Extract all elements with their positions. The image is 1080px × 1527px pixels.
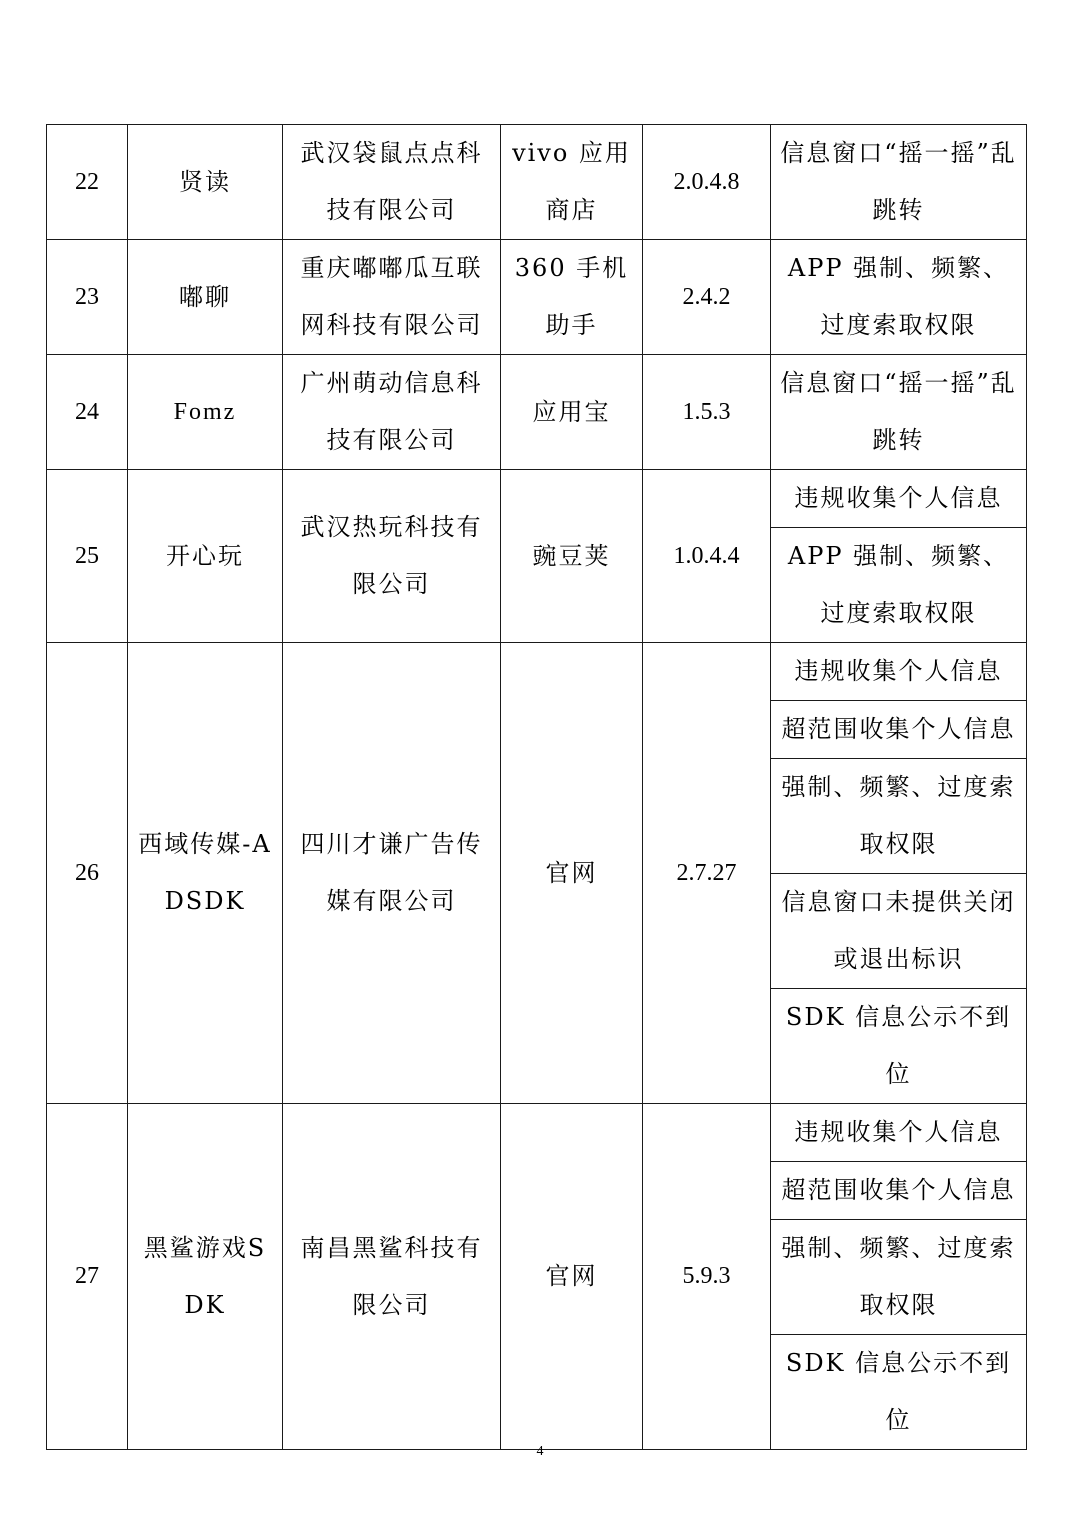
app-name: 开心玩 [128,470,283,643]
app-version: 2.4.2 [643,240,771,355]
issue-cell: 超范围收集个人信息 [771,701,1027,759]
download-source: 360 手机助手 [501,240,643,355]
company-name: 四川才谦广告传媒有限公司 [283,643,501,1104]
issue-cell: 强制、频繁、过度索取权限 [771,759,1027,874]
table-row [47,125,1027,240]
app-version: 2.0.4.8 [643,125,771,240]
issue-cell: SDK 信息公示不到位 [771,1335,1027,1450]
issue-cell: APP 强制、频繁、过度索取权限 [771,240,1027,355]
download-source: 官网 [501,1104,643,1450]
app-version: 5.9.3 [643,1104,771,1450]
app-name: 贤读 [128,125,283,240]
company-name: 武汉热玩科技有限公司 [283,470,501,643]
company-name: 广州萌动信息科技有限公司 [283,355,501,470]
download-source: 豌豆荚 [501,470,643,643]
app-version: 1.5.3 [643,355,771,470]
row-index: 25 [47,470,128,643]
download-source: 应用宝 [501,355,643,470]
app-name: 西域传媒-ADSDK [128,643,283,1104]
issue-cell: 信息窗口未提供关闭或退出标识 [771,874,1027,989]
table-row [47,643,1027,701]
row-index: 23 [47,240,128,355]
table-row [47,1104,1027,1162]
app-version: 2.7.27 [643,643,771,1104]
table-row [47,240,1027,355]
app-name: 嘟聊 [128,240,283,355]
app-name: 黑鲨游戏SDK [128,1104,283,1450]
issue-cell: 超范围收集个人信息 [771,1162,1027,1220]
download-source: vivo 应用商店 [501,125,643,240]
company-name: 重庆嘟嘟瓜互联网科技有限公司 [283,240,501,355]
app-version: 1.0.4.4 [643,470,771,643]
issue-cell: APP 强制、频繁、过度索取权限 [771,528,1027,643]
app-violation-table [46,124,1027,1450]
table-row [47,355,1027,470]
row-index: 24 [47,355,128,470]
issue-cell: 信息窗口“摇一摇”乱跳转 [771,125,1027,240]
issue-cell: 违规收集个人信息 [771,643,1027,701]
row-index: 22 [47,125,128,240]
issue-cell: 违规收集个人信息 [771,1104,1027,1162]
issue-cell: 违规收集个人信息 [771,470,1027,528]
row-index: 26 [47,643,128,1104]
issue-cell: 信息窗口“摇一摇”乱跳转 [771,355,1027,470]
app-name: Fomz [128,355,283,470]
table-row [47,470,1027,528]
issue-cell: SDK 信息公示不到位 [771,989,1027,1104]
company-name: 武汉袋鼠点点科技有限公司 [283,125,501,240]
company-name: 南昌黑鲨科技有限公司 [283,1104,501,1450]
row-index: 27 [47,1104,128,1450]
download-source: 官网 [501,643,643,1104]
page-number: 4 [536,1444,544,1459]
issue-cell: 强制、频繁、过度索取权限 [771,1220,1027,1335]
